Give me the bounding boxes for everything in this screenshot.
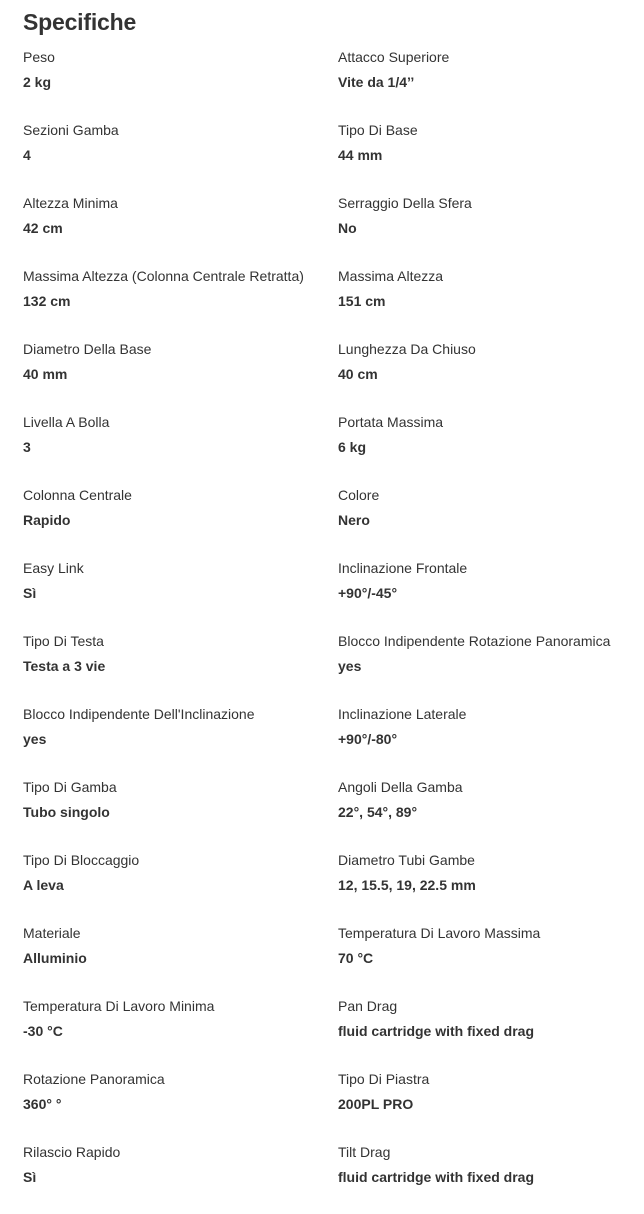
spec-value: -30 °C — [23, 1023, 63, 1039]
page-title: Specifiche — [23, 9, 137, 35]
spec-label: Altezza Minima — [23, 195, 118, 211]
spec-item — [23, 46, 338, 119]
spec-item — [338, 119, 633, 192]
spec-item — [338, 557, 633, 630]
spec-value: 4 — [23, 147, 31, 163]
spec-row — [23, 484, 633, 557]
spec-label: Colore — [338, 487, 380, 503]
spec-label: Lunghezza Da Chiuso — [338, 341, 476, 357]
spec-row — [23, 630, 633, 703]
spec-row — [23, 119, 633, 192]
spec-label: Massima Altezza (Colonna Centrale Retratta) — [23, 268, 304, 284]
spec-value: 151 cm — [338, 293, 386, 309]
spec-item — [23, 557, 338, 630]
spec-item — [338, 922, 633, 995]
spec-item — [338, 192, 633, 265]
spec-value: fluid cartridge with fixed drag — [338, 1169, 535, 1185]
spec-item — [338, 849, 633, 922]
spec-value: 2 kg — [23, 74, 52, 90]
spec-grid — [23, 46, 633, 1214]
spec-label: Massima Altezza — [338, 268, 444, 284]
spec-value: 360° ° — [23, 1096, 62, 1112]
spec-item — [338, 411, 633, 484]
spec-item — [338, 484, 633, 557]
spec-value: Sì — [23, 1169, 37, 1185]
spec-value: +90°/-45° — [338, 585, 398, 601]
spec-label: Colonna Centrale — [23, 487, 132, 503]
spec-label: Temperatura Di Lavoro Massima — [338, 925, 541, 941]
spec-label: Tipo Di Gamba — [23, 779, 117, 795]
spec-value: 40 mm — [23, 366, 68, 382]
spec-label: Diametro Della Base — [23, 341, 152, 357]
spec-item — [338, 776, 633, 849]
spec-item — [23, 776, 338, 849]
spec-item — [23, 630, 338, 703]
spec-value: Nero — [338, 512, 370, 528]
spec-item — [23, 119, 338, 192]
spec-row — [23, 557, 633, 630]
spec-value: yes — [23, 731, 47, 747]
spec-item — [23, 995, 338, 1068]
spec-label: Pan Drag — [338, 998, 398, 1014]
spec-item — [338, 703, 633, 776]
spec-item — [23, 849, 338, 922]
spec-label: Easy Link — [23, 560, 84, 576]
spec-item — [23, 703, 338, 776]
spec-row — [23, 192, 633, 265]
spec-value: 200PL PRO — [338, 1096, 414, 1112]
spec-item — [23, 338, 338, 411]
spec-label: Diametro Tubi Gambe — [338, 852, 475, 868]
spec-item — [23, 192, 338, 265]
spec-row — [23, 411, 633, 484]
spec-item — [23, 1141, 338, 1214]
spec-row — [23, 849, 633, 922]
spec-item — [338, 1141, 633, 1214]
spec-item — [338, 1068, 633, 1141]
spec-row — [23, 703, 633, 776]
spec-label: Tipo Di Bloccaggio — [23, 852, 140, 868]
spec-value: 22°, 54°, 89° — [338, 804, 418, 820]
spec-label: Tipo Di Testa — [23, 633, 104, 649]
spec-value: 42 cm — [23, 220, 63, 236]
spec-value: yes — [338, 658, 362, 674]
spec-row — [23, 922, 633, 995]
spec-value: Tubo singolo — [23, 804, 110, 820]
spec-value: 132 cm — [23, 293, 71, 309]
spec-label: Peso — [23, 49, 55, 65]
spec-value: A leva — [23, 877, 64, 893]
spec-row — [23, 776, 633, 849]
spec-label: Tilt Drag — [338, 1144, 391, 1160]
spec-label: Sezioni Gamba — [23, 122, 119, 138]
spec-row — [23, 46, 633, 119]
spec-label: Tipo Di Base — [338, 122, 418, 138]
spec-row — [23, 1141, 633, 1214]
spec-value: 40 cm — [338, 366, 378, 382]
spec-value: Rapido — [23, 512, 71, 528]
spec-value: Sì — [23, 585, 37, 601]
spec-label: Blocco Indipendente Rotazione Panoramica — [338, 633, 611, 649]
spec-value: 3 — [23, 439, 31, 455]
spec-label: Attacco Superiore — [338, 49, 450, 65]
spec-item — [23, 922, 338, 995]
spec-row — [23, 1068, 633, 1141]
spec-item — [23, 265, 338, 338]
spec-label: Angoli Della Gamba — [338, 779, 463, 795]
spec-label: Serraggio Della Sfera — [338, 195, 472, 211]
spec-label: Rotazione Panoramica — [23, 1071, 165, 1087]
spec-item — [23, 1068, 338, 1141]
spec-row — [23, 995, 633, 1068]
spec-label: Livella A Bolla — [23, 414, 110, 430]
spec-item — [338, 338, 633, 411]
spec-value: Testa a 3 vie — [23, 658, 106, 674]
spec-value: 6 kg — [338, 439, 367, 455]
spec-label: Inclinazione Frontale — [338, 560, 468, 576]
spec-item — [338, 630, 633, 703]
spec-item — [23, 411, 338, 484]
spec-label: Temperatura Di Lavoro Minima — [23, 998, 215, 1014]
spec-label: Portata Massima — [338, 414, 444, 430]
spec-row — [23, 265, 633, 338]
spec-item — [338, 46, 633, 119]
spec-value: fluid cartridge with fixed drag — [338, 1023, 535, 1039]
spec-value: Vite da 1/4’’ — [338, 74, 415, 90]
spec-value: 44 mm — [338, 147, 383, 163]
spec-value: Alluminio — [23, 950, 87, 966]
spec-label: Tipo Di Piastra — [338, 1071, 430, 1087]
spec-item — [338, 995, 633, 1068]
spec-value: No — [338, 220, 357, 236]
spec-label: Inclinazione Laterale — [338, 706, 467, 722]
spec-label: Materiale — [23, 925, 81, 941]
spec-item — [338, 265, 633, 338]
spec-value: +90°/-80° — [338, 731, 398, 747]
spec-label: Blocco Indipendente Dell'Inclinazione — [23, 706, 255, 722]
spec-value: 70 °C — [338, 950, 374, 966]
spec-value: 12, 15.5, 19, 22.5 mm — [338, 877, 476, 893]
spec-label: Rilascio Rapido — [23, 1144, 121, 1160]
spec-item — [23, 484, 338, 557]
spec-row — [23, 338, 633, 411]
